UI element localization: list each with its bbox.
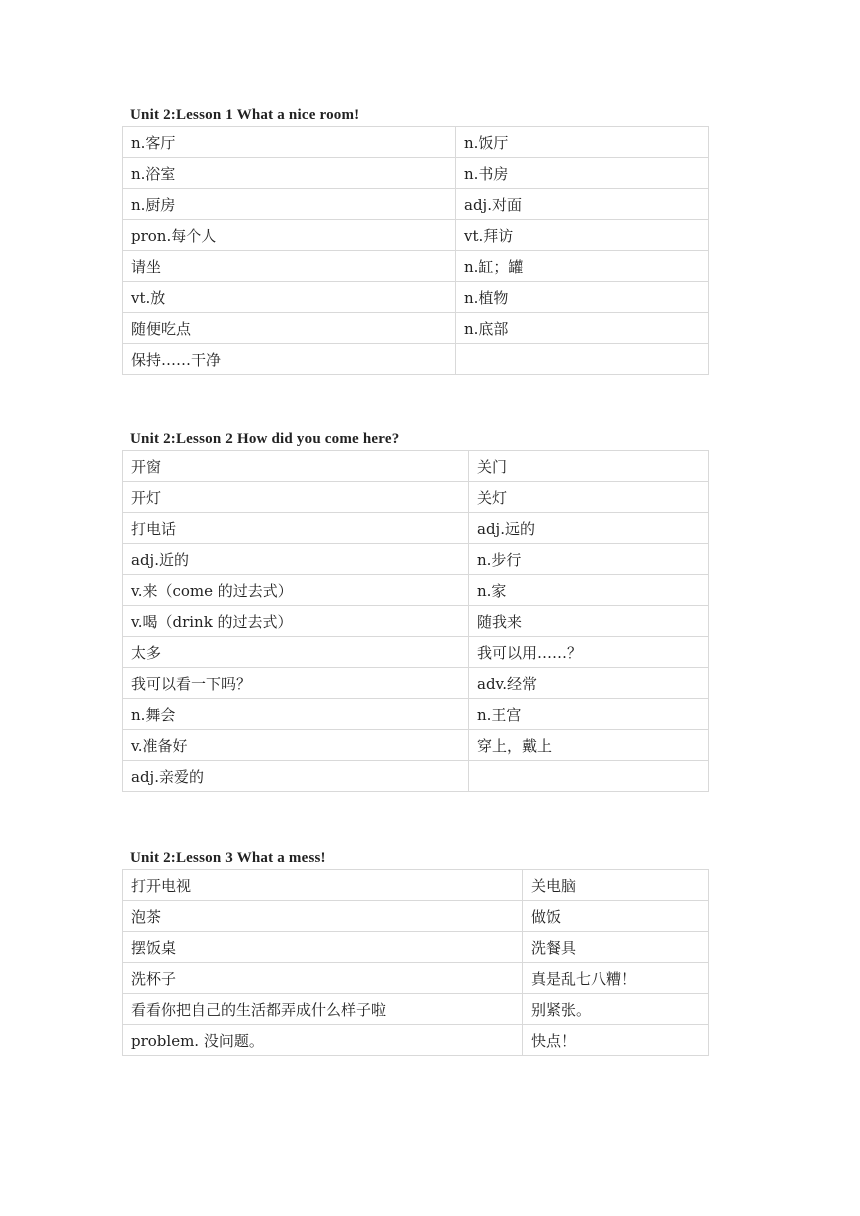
vocab-cell-right: 关电脑 <box>523 870 709 901</box>
lesson-1-title: Unit 2:Lesson 1 What a nice room! <box>130 107 360 123</box>
table-row <box>123 606 709 637</box>
vocab-cell-right: 关门 <box>469 451 709 482</box>
table-row <box>123 932 709 963</box>
vocab-cell-left: adj.亲爱的 <box>123 761 469 792</box>
vocab-cell-right: n.家 <box>469 575 709 606</box>
table-row <box>123 575 709 606</box>
vocab-cell-left: 保持……干净 <box>123 344 456 375</box>
lesson-3-vocab-table <box>122 869 709 1056</box>
table-row <box>123 127 709 158</box>
vocab-cell-right: n.缸；罐 <box>456 251 709 282</box>
vocab-cell-right: 关灯 <box>469 482 709 513</box>
vocab-cell-left: n.厨房 <box>123 189 456 220</box>
vocab-cell-right <box>456 344 709 375</box>
vocab-cell-left: pron.每个人 <box>123 220 456 251</box>
vocab-cell-right: n.植物 <box>456 282 709 313</box>
vocab-cell-left: 洗杯子 <box>123 963 523 994</box>
vocab-cell-right: adv.经常 <box>469 668 709 699</box>
table-row <box>123 189 709 220</box>
table-row <box>123 482 709 513</box>
table-row <box>123 901 709 932</box>
vocab-cell-right: adj.远的 <box>469 513 709 544</box>
vocab-cell-left: 打开电视 <box>123 870 523 901</box>
vocab-cell-left: adj.近的 <box>123 544 469 575</box>
vocab-cell-right: 随我来 <box>469 606 709 637</box>
vocab-cell-left: problem. 没问题。 <box>123 1025 523 1056</box>
vocab-cell-right: n.底部 <box>456 313 709 344</box>
table-row <box>123 451 709 482</box>
vocab-cell-left: 看看你把自己的生活都弄成什么样子啦 <box>123 994 523 1025</box>
table-row <box>123 220 709 251</box>
vocab-cell-left: 请坐 <box>123 251 456 282</box>
vocab-cell-right: 快点！ <box>523 1025 709 1056</box>
table-row <box>123 313 709 344</box>
table-row <box>123 282 709 313</box>
vocab-cell-left: v.喝（drink 的过去式） <box>123 606 469 637</box>
lesson-3-title: Unit 2:Lesson 3 What a mess! <box>130 850 326 866</box>
table-row <box>123 994 709 1025</box>
table-row <box>123 963 709 994</box>
vocab-cell-right: 我可以用……？ <box>469 637 709 668</box>
vocab-cell-left: v.来（come 的过去式） <box>123 575 469 606</box>
table-row <box>123 637 709 668</box>
vocab-cell-left: 太多 <box>123 637 469 668</box>
vocab-cell-right: 做饭 <box>523 901 709 932</box>
table-row <box>123 870 709 901</box>
vocab-cell-right: n.王宫 <box>469 699 709 730</box>
lesson-2-title: Unit 2:Lesson 2 How did you come here? <box>130 431 400 447</box>
lesson-2-vocab-table <box>122 450 709 792</box>
table-row <box>123 251 709 282</box>
table-row <box>123 1025 709 1056</box>
table-row <box>123 761 709 792</box>
vocab-cell-left: 打电话 <box>123 513 469 544</box>
vocab-cell-left: 泡茶 <box>123 901 523 932</box>
table-row <box>123 158 709 189</box>
vocab-cell-left: 开窗 <box>123 451 469 482</box>
vocab-cell-left: n.舞会 <box>123 699 469 730</box>
table-row <box>123 513 709 544</box>
vocab-cell-right: 真是乱七八糟！ <box>523 963 709 994</box>
vocab-cell-right: 洗餐具 <box>523 932 709 963</box>
table-row <box>123 730 709 761</box>
vocab-cell-left: vt.放 <box>123 282 456 313</box>
vocab-cell-left: n.客厅 <box>123 127 456 158</box>
vocab-cell-left: 我可以看一下吗？ <box>123 668 469 699</box>
lesson-1-vocab-table <box>122 126 709 375</box>
vocab-cell-right: n.步行 <box>469 544 709 575</box>
vocab-cell-right: adj.对面 <box>456 189 709 220</box>
table-row <box>123 344 709 375</box>
vocab-cell-right: n.饭厅 <box>456 127 709 158</box>
vocab-cell-left: 随便吃点 <box>123 313 456 344</box>
vocab-cell-left: 开灯 <box>123 482 469 513</box>
vocab-cell-right <box>469 761 709 792</box>
vocab-cell-right: vt.拜访 <box>456 220 709 251</box>
table-row <box>123 699 709 730</box>
vocab-cell-left: 摆饭桌 <box>123 932 523 963</box>
table-row <box>123 668 709 699</box>
vocab-cell-right: 别紧张。 <box>523 994 709 1025</box>
vocab-cell-right: 穿上，戴上 <box>469 730 709 761</box>
table-row <box>123 544 709 575</box>
vocab-cell-left: v.准备好 <box>123 730 469 761</box>
vocab-cell-right: n.书房 <box>456 158 709 189</box>
vocab-cell-left: n.浴室 <box>123 158 456 189</box>
